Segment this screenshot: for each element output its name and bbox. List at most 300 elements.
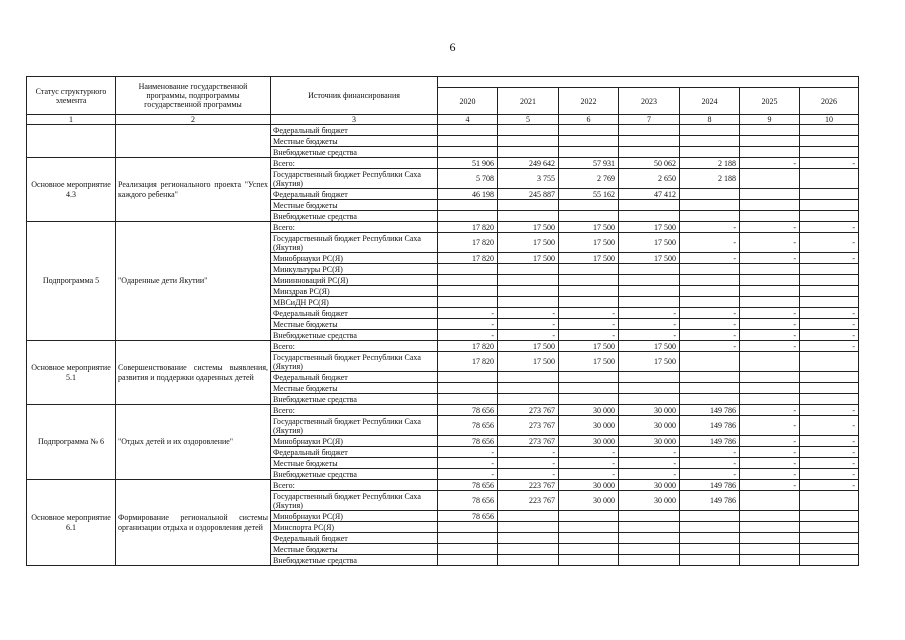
value-cell: 17 820	[438, 222, 498, 233]
page-number: 6	[449, 40, 456, 54]
value-cell: 149 786	[680, 405, 740, 416]
value-cell: -	[438, 330, 498, 341]
header-status: Статус структурного элемента	[27, 77, 116, 115]
value-cell	[438, 125, 498, 136]
value-cell	[438, 383, 498, 394]
financing-table	[26, 76, 859, 566]
value-cell	[619, 200, 680, 211]
value-cell	[800, 147, 859, 158]
column-number: 9	[740, 115, 800, 125]
header-year: 2026	[800, 88, 859, 115]
value-cell: 5 708	[438, 169, 498, 189]
value-cell: -	[680, 253, 740, 264]
value-cell	[559, 211, 619, 222]
column-number: 3	[271, 115, 438, 125]
source-cell: Государственный бюджет Республики Саха (Якутия)	[271, 352, 438, 372]
value-cell	[680, 136, 740, 147]
value-cell	[498, 394, 559, 405]
value-cell: 46 198	[438, 189, 498, 200]
value-cell	[498, 286, 559, 297]
column-number: 1	[27, 115, 116, 125]
value-cell: 245 887	[498, 189, 559, 200]
value-cell: -	[559, 308, 619, 319]
value-cell	[740, 169, 800, 189]
value-cell: -	[800, 341, 859, 352]
value-cell: -	[740, 319, 800, 330]
value-cell: 273 767	[498, 416, 559, 436]
value-cell	[559, 297, 619, 308]
value-cell	[740, 555, 800, 566]
value-cell	[498, 511, 559, 522]
value-cell	[619, 372, 680, 383]
value-cell	[438, 275, 498, 286]
value-cell	[619, 136, 680, 147]
value-cell: -	[740, 253, 800, 264]
value-cell: -	[740, 458, 800, 469]
value-cell	[559, 275, 619, 286]
status-cell: Основное мероприятие 5.1	[27, 341, 116, 405]
value-cell	[800, 511, 859, 522]
value-cell: -	[740, 330, 800, 341]
value-cell	[498, 200, 559, 211]
value-cell: -	[559, 330, 619, 341]
column-number: 10	[800, 115, 859, 125]
source-cell: Внебюджетные средства	[271, 211, 438, 222]
value-cell: 17 500	[559, 253, 619, 264]
value-cell	[559, 264, 619, 275]
value-cell: -	[619, 308, 680, 319]
value-cell: -	[740, 447, 800, 458]
header-year: 2024	[680, 88, 740, 115]
value-cell	[680, 372, 740, 383]
value-cell	[498, 136, 559, 147]
value-cell: -	[559, 447, 619, 458]
value-cell	[559, 383, 619, 394]
value-cell	[619, 555, 680, 566]
value-cell: -	[800, 416, 859, 436]
value-cell	[619, 544, 680, 555]
source-cell: Внебюджетные средства	[271, 394, 438, 405]
source-cell: Минспорта РС(Я)	[271, 522, 438, 533]
value-cell	[800, 211, 859, 222]
source-cell: Местные бюджеты	[271, 458, 438, 469]
value-cell: -	[559, 319, 619, 330]
header-year: 2020	[438, 88, 498, 115]
program-name-cell: "Одаренные дети Якутии"	[116, 222, 271, 341]
value-cell	[740, 544, 800, 555]
header-year: 2021	[498, 88, 559, 115]
value-cell	[800, 522, 859, 533]
value-cell: 78 656	[438, 491, 498, 511]
value-cell	[438, 555, 498, 566]
value-cell: 50 062	[619, 158, 680, 169]
value-cell	[800, 533, 859, 544]
header-name: Наименование государственной программы, подпрограммы государственной программы	[116, 77, 271, 115]
value-cell: -	[680, 447, 740, 458]
value-cell	[619, 297, 680, 308]
value-cell	[740, 147, 800, 158]
value-cell: 30 000	[619, 436, 680, 447]
source-cell: Местные бюджеты	[271, 200, 438, 211]
source-cell: Минобрнауки РС(Я)	[271, 511, 438, 522]
value-cell	[498, 555, 559, 566]
column-number: 5	[498, 115, 559, 125]
value-cell: -	[438, 458, 498, 469]
value-cell	[498, 544, 559, 555]
value-cell: -	[559, 469, 619, 480]
value-cell: -	[680, 233, 740, 253]
column-number: 2	[116, 115, 271, 125]
value-cell: -	[800, 436, 859, 447]
value-cell	[619, 511, 680, 522]
column-number: 4	[438, 115, 498, 125]
value-cell: 78 656	[438, 436, 498, 447]
value-cell: 17 820	[438, 341, 498, 352]
value-cell	[800, 555, 859, 566]
value-cell: 57 931	[559, 158, 619, 169]
value-cell	[438, 372, 498, 383]
value-cell	[498, 275, 559, 286]
program-name-cell	[116, 125, 271, 158]
value-cell	[740, 372, 800, 383]
value-cell: -	[680, 319, 740, 330]
value-cell	[800, 286, 859, 297]
table-row	[27, 125, 859, 136]
value-cell: -	[498, 308, 559, 319]
value-cell: 149 786	[680, 480, 740, 491]
value-cell	[680, 352, 740, 372]
value-cell	[438, 286, 498, 297]
value-cell	[740, 491, 800, 511]
value-cell	[740, 264, 800, 275]
value-cell: 149 786	[680, 491, 740, 511]
source-cell: Мининноваций РС(Я)	[271, 275, 438, 286]
table-row	[27, 158, 859, 169]
value-cell: -	[619, 469, 680, 480]
value-cell	[740, 286, 800, 297]
table-row	[27, 222, 859, 233]
value-cell: -	[619, 330, 680, 341]
value-cell	[800, 264, 859, 275]
value-cell	[619, 125, 680, 136]
source-cell: Федеральный бюджет	[271, 447, 438, 458]
header-source: Источник финансирования	[271, 77, 438, 115]
value-cell	[680, 264, 740, 275]
source-cell: Государственный бюджет Республики Саха (Якутия)	[271, 233, 438, 253]
source-cell: Внебюджетные средства	[271, 555, 438, 566]
value-cell: -	[800, 222, 859, 233]
value-cell	[438, 136, 498, 147]
value-cell: 17 820	[438, 253, 498, 264]
value-cell: -	[740, 405, 800, 416]
value-cell	[438, 297, 498, 308]
value-cell	[438, 147, 498, 158]
value-cell	[438, 211, 498, 222]
source-cell: Государственный бюджет Республики Саха (Якутия)	[271, 416, 438, 436]
value-cell: -	[498, 319, 559, 330]
value-cell	[559, 286, 619, 297]
value-cell: 149 786	[680, 436, 740, 447]
value-cell	[559, 136, 619, 147]
value-cell	[740, 297, 800, 308]
value-cell	[438, 544, 498, 555]
value-cell: 273 767	[498, 436, 559, 447]
value-cell	[680, 286, 740, 297]
source-cell: Внебюджетные средства	[271, 330, 438, 341]
value-cell: -	[498, 469, 559, 480]
status-cell: Подпрограмма 5	[27, 222, 116, 341]
value-cell: 30 000	[619, 480, 680, 491]
value-cell: -	[740, 222, 800, 233]
value-cell	[559, 394, 619, 405]
value-cell: 30 000	[619, 405, 680, 416]
value-cell	[619, 275, 680, 286]
value-cell: -	[438, 308, 498, 319]
value-cell	[559, 372, 619, 383]
value-cell	[680, 522, 740, 533]
status-cell: Основное мероприятие 6.1	[27, 480, 116, 566]
value-cell	[438, 522, 498, 533]
value-cell: 17 500	[498, 352, 559, 372]
source-cell: Федеральный бюджет	[271, 372, 438, 383]
value-cell	[559, 555, 619, 566]
value-cell	[498, 264, 559, 275]
value-cell: 78 656	[438, 511, 498, 522]
value-cell	[619, 147, 680, 158]
value-cell: 30 000	[559, 405, 619, 416]
source-cell: Всего:	[271, 405, 438, 416]
value-cell	[680, 297, 740, 308]
value-cell	[800, 200, 859, 211]
value-cell	[498, 147, 559, 158]
value-cell	[680, 147, 740, 158]
value-cell: 47 412	[619, 189, 680, 200]
value-cell: 17 500	[619, 352, 680, 372]
value-cell: -	[498, 458, 559, 469]
source-cell: Федеральный бюджет	[271, 125, 438, 136]
value-cell: -	[740, 341, 800, 352]
value-cell: 55 162	[559, 189, 619, 200]
value-cell	[559, 522, 619, 533]
value-cell	[800, 491, 859, 511]
value-cell: -	[800, 469, 859, 480]
value-cell	[619, 286, 680, 297]
value-cell	[559, 147, 619, 158]
value-cell: -	[800, 330, 859, 341]
header-year: 2025	[740, 88, 800, 115]
value-cell: -	[619, 458, 680, 469]
value-cell	[740, 275, 800, 286]
value-cell	[680, 275, 740, 286]
value-cell: -	[680, 222, 740, 233]
value-cell: -	[680, 330, 740, 341]
value-cell: 2 769	[559, 169, 619, 189]
value-cell: 273 767	[498, 405, 559, 416]
value-cell: 2 188	[680, 169, 740, 189]
value-cell: 249 642	[498, 158, 559, 169]
value-cell	[800, 383, 859, 394]
value-cell: 17 500	[619, 253, 680, 264]
value-cell	[438, 394, 498, 405]
value-cell	[800, 125, 859, 136]
value-cell	[680, 200, 740, 211]
value-cell	[740, 533, 800, 544]
source-cell: Местные бюджеты	[271, 383, 438, 394]
value-cell: -	[740, 436, 800, 447]
program-name-cell: Формирование региональной системы организации отдыха и оздоровления детей	[116, 480, 271, 566]
value-cell: 30 000	[559, 416, 619, 436]
value-cell	[680, 555, 740, 566]
value-cell	[680, 211, 740, 222]
value-cell: -	[800, 253, 859, 264]
value-cell: -	[800, 233, 859, 253]
value-cell: 78 656	[438, 405, 498, 416]
value-cell	[740, 200, 800, 211]
source-cell: Внебюджетные средства	[271, 469, 438, 480]
value-cell	[800, 275, 859, 286]
value-cell	[619, 533, 680, 544]
value-cell	[498, 522, 559, 533]
value-cell: 223 767	[498, 480, 559, 491]
value-cell	[740, 211, 800, 222]
program-name-cell: Совершенствование системы выявления, развития и поддержки одаренных детей	[116, 341, 271, 405]
status-cell	[27, 125, 116, 158]
value-cell: 30 000	[619, 491, 680, 511]
value-cell	[740, 511, 800, 522]
source-cell: Государственный бюджет Республики Саха (Якутия)	[271, 491, 438, 511]
value-cell: -	[619, 319, 680, 330]
program-name-cell: Реализация регионального проекта "Успех каждого ребенка"	[116, 158, 271, 222]
value-cell	[680, 125, 740, 136]
value-cell	[740, 125, 800, 136]
value-cell	[800, 394, 859, 405]
value-cell: 17 500	[559, 352, 619, 372]
value-cell	[680, 383, 740, 394]
value-cell: -	[740, 416, 800, 436]
value-cell: -	[740, 233, 800, 253]
value-cell	[438, 533, 498, 544]
value-cell: -	[680, 341, 740, 352]
value-cell: -	[800, 458, 859, 469]
value-cell: -	[680, 308, 740, 319]
source-cell: Местные бюджеты	[271, 544, 438, 555]
value-cell: 17 500	[498, 341, 559, 352]
value-cell	[498, 297, 559, 308]
value-cell	[800, 189, 859, 200]
source-cell: Минобрнауки РС(Я)	[271, 436, 438, 447]
value-cell	[680, 189, 740, 200]
value-cell	[740, 522, 800, 533]
header-year: 2023	[619, 88, 680, 115]
column-number: 6	[559, 115, 619, 125]
value-cell: 17 500	[498, 222, 559, 233]
value-cell: 17 500	[559, 233, 619, 253]
value-cell	[619, 211, 680, 222]
column-number: 8	[680, 115, 740, 125]
value-cell	[740, 394, 800, 405]
value-cell	[619, 383, 680, 394]
value-cell: -	[680, 458, 740, 469]
table-row	[27, 480, 859, 491]
value-cell	[498, 125, 559, 136]
value-cell	[800, 352, 859, 372]
table-body	[27, 125, 859, 566]
value-cell: 17 500	[559, 341, 619, 352]
value-cell	[438, 264, 498, 275]
source-cell: МВСиДН РС(Я)	[271, 297, 438, 308]
value-cell	[740, 383, 800, 394]
value-cell: -	[498, 447, 559, 458]
source-cell: Минобрнауки РС(Я)	[271, 253, 438, 264]
value-cell	[740, 136, 800, 147]
value-cell: 223 767	[498, 491, 559, 511]
value-cell	[498, 383, 559, 394]
value-cell: -	[498, 330, 559, 341]
value-cell: -	[559, 458, 619, 469]
source-cell: Всего:	[271, 341, 438, 352]
source-cell: Государственный бюджет Республики Саха (Якутия)	[271, 169, 438, 189]
value-cell	[498, 533, 559, 544]
value-cell	[680, 511, 740, 522]
value-cell: -	[800, 480, 859, 491]
source-cell: Всего:	[271, 222, 438, 233]
value-cell: -	[800, 308, 859, 319]
value-cell	[559, 125, 619, 136]
value-cell: 17 500	[619, 233, 680, 253]
status-cell: Подпрограмма № 6	[27, 405, 116, 480]
value-cell: 17 500	[498, 233, 559, 253]
value-cell: -	[800, 405, 859, 416]
value-cell: 30 000	[559, 480, 619, 491]
table-row	[27, 341, 859, 352]
value-cell: -	[438, 319, 498, 330]
source-cell: Местные бюджеты	[271, 136, 438, 147]
value-cell: 30 000	[559, 491, 619, 511]
value-cell: 3 755	[498, 169, 559, 189]
value-cell	[800, 136, 859, 147]
value-cell	[800, 372, 859, 383]
value-cell: 17 500	[498, 253, 559, 264]
source-cell: Минкультуры РС(Я)	[271, 264, 438, 275]
column-number: 7	[619, 115, 680, 125]
value-cell: -	[619, 447, 680, 458]
source-cell: Внебюджетные средства	[271, 147, 438, 158]
value-cell: -	[740, 480, 800, 491]
source-cell: Местные бюджеты	[271, 319, 438, 330]
value-cell: -	[438, 447, 498, 458]
value-cell	[438, 200, 498, 211]
value-cell	[740, 352, 800, 372]
value-cell: 51 906	[438, 158, 498, 169]
source-cell: Федеральный бюджет	[271, 189, 438, 200]
value-cell: -	[740, 158, 800, 169]
value-cell: -	[680, 469, 740, 480]
value-cell: -	[800, 158, 859, 169]
value-cell: 17 500	[619, 222, 680, 233]
value-cell: 17 820	[438, 352, 498, 372]
header-years-group	[438, 77, 859, 88]
value-cell: 2 188	[680, 158, 740, 169]
value-cell	[619, 264, 680, 275]
value-cell	[559, 200, 619, 211]
table-header	[27, 77, 859, 125]
value-cell	[498, 211, 559, 222]
source-cell: Федеральный бюджет	[271, 533, 438, 544]
value-cell: 30 000	[619, 416, 680, 436]
value-cell	[800, 544, 859, 555]
value-cell: -	[740, 469, 800, 480]
value-cell: -	[740, 308, 800, 319]
